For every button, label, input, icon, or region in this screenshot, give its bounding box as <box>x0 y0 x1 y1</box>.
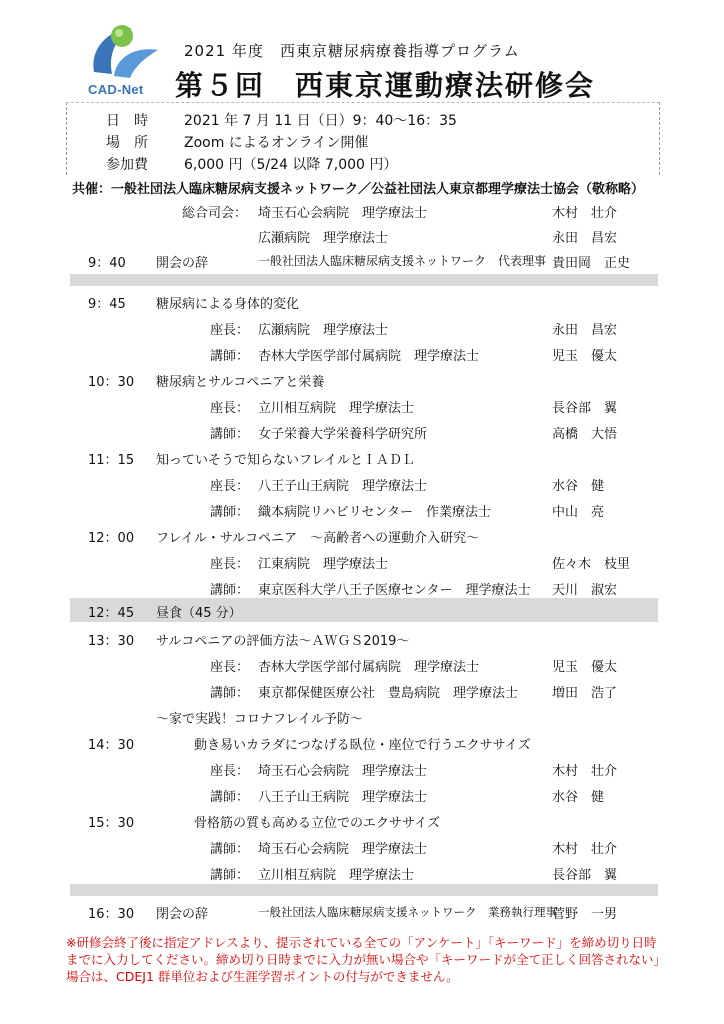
chair-role: 座長： <box>210 323 250 338</box>
logo-text: CAD-Net <box>88 82 144 97</box>
lecturer-row <box>70 861 658 883</box>
cad-net-logo <box>86 20 166 104</box>
session-row <box>70 524 658 546</box>
affiliation: 東京都保健医療公社 豊島病院 理学療法士 <box>258 686 519 701</box>
lecturer-row <box>70 576 658 598</box>
affiliation: 埼玉石心会病院 理学療法士 <box>258 764 428 779</box>
session-row <box>70 290 658 312</box>
notice-text: ※研修会終了後に指定アドレスより、提示されている全ての「アンケート」「キーワード」を締め切り日時までに入力してください。締め切り日時までに入力が無い場合や「キーワードが全て正しく回答されない」場合は、CDEJ1 群単位および生涯学習ポイントの付与ができません。 <box>66 935 660 984</box>
session-time: 11：15 <box>88 453 135 468</box>
affiliation: 八王子山王病院 理学療法士 <box>258 479 428 494</box>
chair-role: 座長： <box>210 660 250 675</box>
person-name: 永田 昌宏 <box>552 231 618 246</box>
divider-band <box>70 884 658 896</box>
lecturer-role: 講師： <box>210 790 250 805</box>
chair-role: 講師： <box>210 842 250 857</box>
chair-row <box>70 472 658 494</box>
cohost-line: 共催：一般社団法人臨床糖尿病支援ネットワーク／公益社団法人東京都理学療法士協会（敬称略） <box>72 182 645 197</box>
info-value: 2021 年 7 月 11 日（日）9：40～16：35 <box>184 113 457 129</box>
cad-net-emblem-icon <box>86 20 166 82</box>
affiliation: 埼玉石心会病院 理学療法士 <box>258 206 428 221</box>
lunch-row <box>70 598 658 622</box>
affiliation: 一般社団法人臨床糖尿病支援ネットワーク 業務執行理事 <box>258 905 557 919</box>
program-subtitle: 2021 年度 西東京糖尿病療養指導プログラム <box>184 42 520 60</box>
affiliation: 織本病院リハビリセンター 作業療法士 <box>258 505 491 520</box>
session-time: 9：40 <box>88 256 126 271</box>
opening-row <box>70 249 658 271</box>
affiliation: 江東病院 理学療法士 <box>258 557 389 572</box>
moderator-role: 総合司会： <box>182 206 248 221</box>
lecturer-role: 講師： <box>210 583 250 598</box>
person-name: 永田 昌宏 <box>552 323 618 338</box>
session-title: 知っていそうで知らないフレイルとＩＡＤＬ <box>156 453 415 468</box>
session-title: 昼食（45 分） <box>156 606 242 621</box>
session-time: 12：00 <box>88 531 135 546</box>
moderator-row <box>70 199 658 221</box>
session-row <box>70 446 658 468</box>
session-title: フレイル・サルコペニア ～高齢者への運動介入研究～ <box>156 531 480 546</box>
affiliation: 女子栄養大学栄養科学研究所 <box>258 427 428 442</box>
chair-row <box>70 394 658 416</box>
affiliation: 東京医科大学八王子医療センター 理学療法士 <box>258 583 531 598</box>
affiliation: 立川相互病院 理学療法士 <box>258 401 415 416</box>
person-name: 高橋 大悟 <box>552 427 618 442</box>
chair-row <box>70 757 658 779</box>
practice-heading: ～家で実践！コロナフレイル予防～ <box>156 712 363 727</box>
chair-row <box>70 835 658 857</box>
session-time: 15：30 <box>88 816 135 831</box>
affiliation: 埼玉石心会病院 理学療法士 <box>258 842 428 857</box>
session-time: 10：30 <box>88 375 135 390</box>
chair-row <box>70 316 658 338</box>
person-name: 増田 浩了 <box>552 686 618 701</box>
affiliation: 立川相互病院 理学療法士 <box>258 868 415 883</box>
lecturer-role: 講師： <box>210 505 250 520</box>
person-name: 中山 亮 <box>552 505 605 520</box>
info-label: 場 所 <box>106 135 148 151</box>
person-name: 菅野 一男 <box>552 907 618 922</box>
lecturer-row <box>70 498 658 520</box>
chair-role: 座長： <box>210 557 250 572</box>
session-title: 開会の辞 <box>156 256 209 271</box>
lecturer-role: 講師： <box>210 686 250 701</box>
session-time: 13：30 <box>88 634 135 649</box>
affiliation: 杏林大学医学部付属病院 理学療法士 <box>258 349 480 364</box>
session-row <box>70 368 658 390</box>
session-time: 12：45 <box>88 606 135 621</box>
affiliation: 一般社団法人臨床糖尿病支援ネットワーク 代表理事 <box>258 254 547 268</box>
divider-band <box>70 274 658 286</box>
chair-row <box>70 550 658 572</box>
chair-role: 座長： <box>210 401 250 416</box>
person-name: 佐々木 枝里 <box>552 557 631 572</box>
lecturer-row <box>70 783 658 805</box>
session-row <box>70 627 658 649</box>
chair-role: 座長： <box>210 479 250 494</box>
lecturer-role: 講師： <box>210 427 250 442</box>
affiliation: 広瀬病院 理学療法士 <box>258 323 389 338</box>
session-title: 骨格筋の質も高める立位でのエクササイズ <box>194 816 440 831</box>
info-value: Zoom によるオンライン開催 <box>184 135 369 151</box>
person-name: 木村 壮介 <box>552 764 618 779</box>
closing-row <box>70 900 658 922</box>
session-time: 9：45 <box>88 297 126 312</box>
lecturer-row <box>70 420 658 442</box>
session-title: サルコペニアの評価方法～ＡＷＧＳ2019～ <box>156 634 410 649</box>
affiliation: 八王子山王病院 理学療法士 <box>258 790 428 805</box>
info-label: 参加費 <box>106 157 148 173</box>
chair-row <box>70 653 658 675</box>
person-name: 長谷部 翼 <box>552 868 618 883</box>
moderator-row <box>70 224 658 246</box>
person-name: 天川 淑宏 <box>552 583 618 598</box>
person-name: 長谷部 翼 <box>552 401 618 416</box>
lecturer-row <box>70 679 658 701</box>
session-title: 糖尿病とサルコペニアと栄養 <box>156 375 325 390</box>
person-name: 木村 壮介 <box>552 842 618 857</box>
person-name: 児玉 優太 <box>552 660 618 675</box>
person-name: 水谷 健 <box>552 479 605 494</box>
session-row <box>70 731 658 753</box>
person-name: 水谷 健 <box>552 790 605 805</box>
lecturer-role: 講師： <box>210 349 250 364</box>
person-name: 児玉 優太 <box>552 349 618 364</box>
affiliation: 広瀬病院 理学療法士 <box>258 231 389 246</box>
person-name: 貴田岡 正史 <box>552 256 631 271</box>
session-time: 14：30 <box>88 738 135 753</box>
lecturer-row <box>70 342 658 364</box>
lecturer-role: 講師： <box>210 868 250 883</box>
info-value: 6,000 円（5/24 以降 7,000 円） <box>184 157 398 173</box>
session-time: 16：30 <box>88 907 135 922</box>
session-title: 糖尿病による身体的変化 <box>156 297 300 312</box>
person-name: 木村 壮介 <box>552 206 618 221</box>
page-title: 第５回 西東京運動療法研修会 <box>175 69 596 102</box>
session-row <box>70 809 658 831</box>
practice-heading-row <box>70 705 658 727</box>
session-title: 閉会の辞 <box>156 907 209 922</box>
info-label: 日 時 <box>106 113 148 129</box>
affiliation: 杏林大学医学部付属病院 理学療法士 <box>258 660 480 675</box>
session-title: 動き易いカラダにつなげる臥位・座位で行うエクササイズ <box>194 738 531 753</box>
chair-role: 座長： <box>210 764 250 779</box>
